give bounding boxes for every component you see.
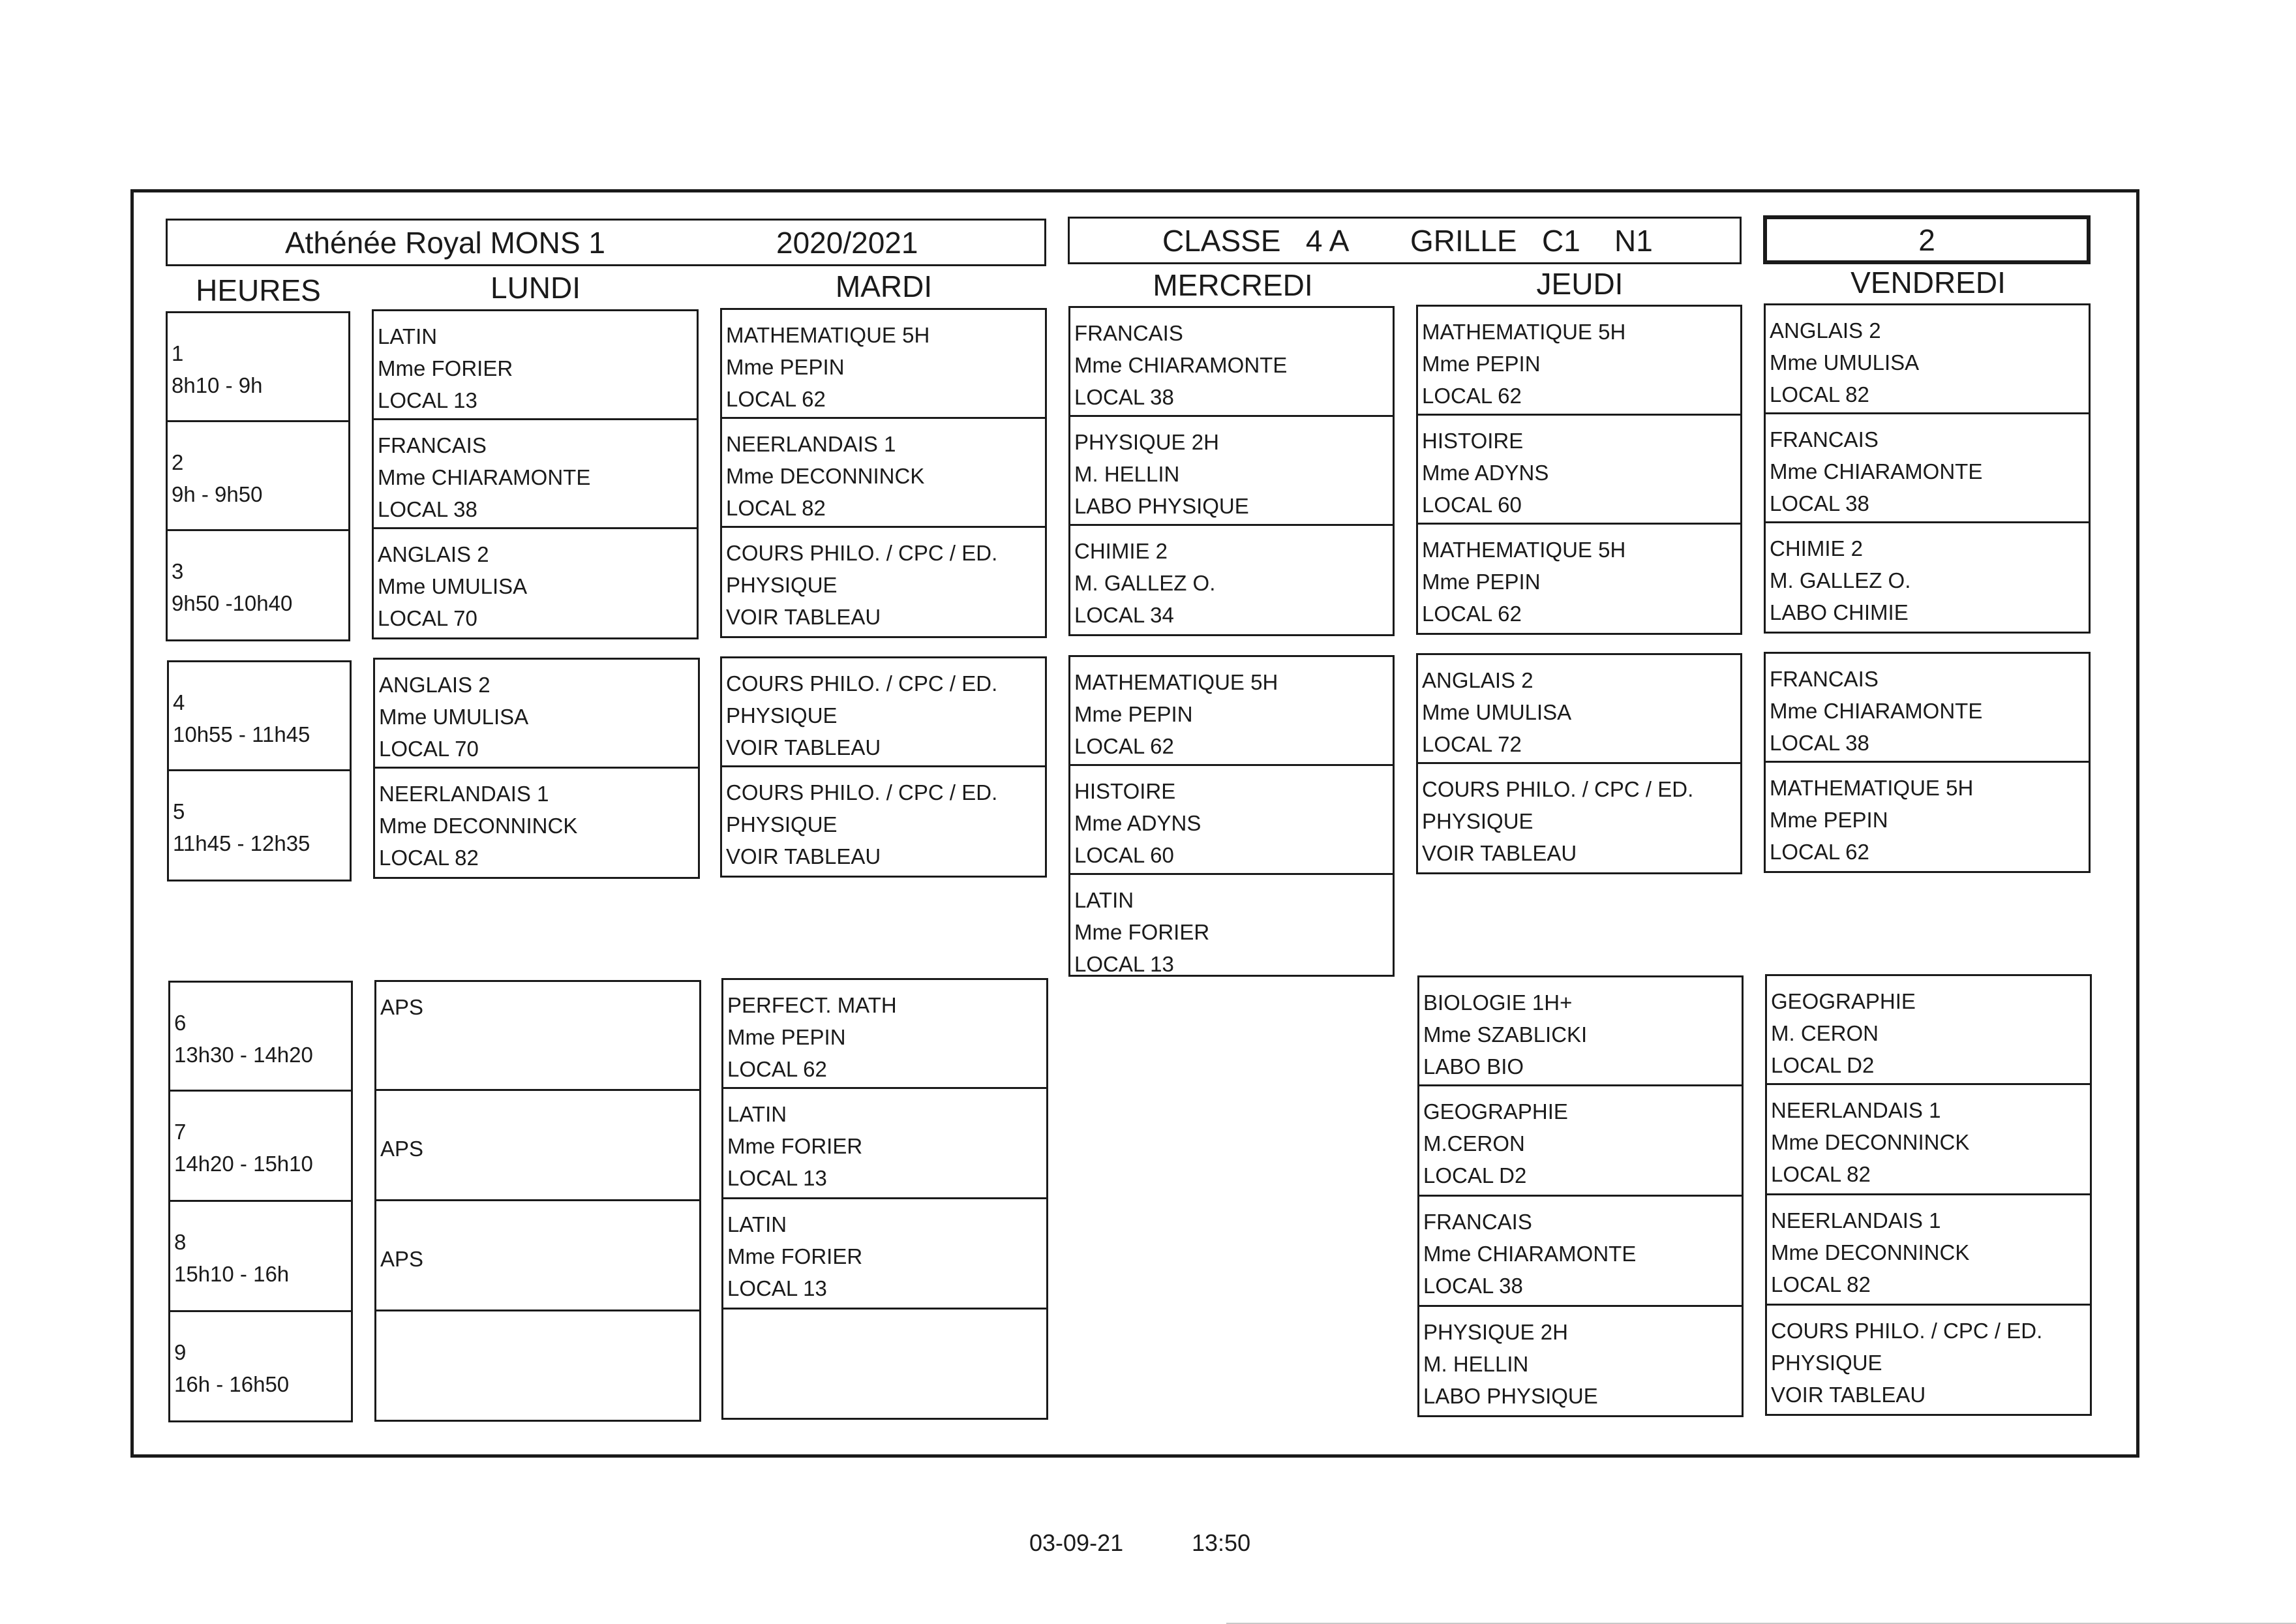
course-subject: FRANCAIS [1770, 667, 1879, 691]
course-room: LOCAL 38 [1770, 491, 1869, 515]
course-room: LOCAL 13 [727, 1166, 827, 1190]
course-room: LOCAL 13 [378, 388, 477, 412]
course-subject: PERFECT. MATH [727, 993, 897, 1017]
course-teacher: Mme CHIARAMONTE [1770, 459, 1983, 483]
course-subject: HISTOIRE [1422, 429, 1524, 453]
lundi-slot-3 [372, 527, 699, 639]
course-room: LOCAL 82 [1771, 1162, 1871, 1186]
hour-time: 9h - 9h50 [172, 482, 263, 506]
course-teacher: Mme ADYNS [1422, 461, 1549, 485]
mardi-slot-3 [720, 526, 1047, 638]
school-year-box [166, 219, 1046, 266]
hour-cell-4 [167, 660, 352, 771]
vendredi-slot-5 [1764, 761, 2091, 873]
vendredi-slot-8 [1765, 1193, 2092, 1306]
course-teacher: Mme UMULISA [1770, 350, 1920, 375]
course-teacher: Mme PEPIN [1422, 352, 1541, 376]
day-header-lundi: LUNDI [490, 271, 581, 305]
course-teacher: Mme FORIER [727, 1244, 863, 1268]
course-subject: NEERLANDAIS 1 [726, 432, 896, 456]
course-room: LOCAL D2 [1423, 1163, 1527, 1187]
jeudi-slot-4 [1416, 653, 1742, 764]
course-subject: HISTOIRE [1074, 779, 1176, 803]
hour-cell-7 [168, 1090, 353, 1202]
day-header-mardi: MARDI [835, 269, 933, 303]
class-label: CLASSE 4 A [1162, 223, 1350, 258]
course-subject: APS [380, 1247, 424, 1271]
course-teacher: PHYSIQUE [1771, 1351, 1882, 1375]
course-teacher: Mme PEPIN [726, 355, 845, 379]
course-room: LOCAL 82 [1770, 382, 1869, 406]
hour-number: 9 [174, 1340, 187, 1364]
hour-time: 13h30 - 14h20 [174, 1043, 313, 1067]
hour-time: 11h45 - 12h35 [173, 831, 310, 855]
course-room: LABO BIO [1423, 1054, 1524, 1079]
hour-cell-2 [166, 420, 350, 531]
course-subject: FRANCAIS [1074, 321, 1183, 345]
course-room: LOCAL 60 [1422, 493, 1522, 517]
course-subject: FRANCAIS [1423, 1210, 1532, 1234]
hour-number: 7 [174, 1120, 187, 1144]
course-teacher: Mme CHIARAMONTE [1423, 1242, 1637, 1266]
page-number: 2 [1918, 222, 1935, 257]
hour-time: 9h50 -10h40 [172, 591, 293, 615]
course-subject: CHIMIE 2 [1770, 536, 1864, 560]
course-teacher: Mme UMULISA [379, 705, 529, 729]
mercredi-slot-1 [1068, 306, 1395, 417]
course-room: VOIR TABLEAU [726, 605, 881, 629]
hour-cell-8 [168, 1200, 353, 1312]
course-subject: COURS PHILO. / CPC / ED. [726, 671, 998, 696]
course-subject: APS [380, 995, 424, 1019]
hour-time: 8h10 - 9h [172, 373, 263, 397]
mercredi-slot-5 [1068, 764, 1395, 875]
course-subject: FRANCAIS [378, 433, 487, 457]
course-teacher: Mme CHIARAMONTE [1770, 699, 1983, 723]
course-subject: ANGLAIS 2 [1422, 668, 1533, 692]
print-date: 03-09-21 [1029, 1529, 1124, 1556]
course-teacher: Mme ADYNS [1074, 811, 1201, 835]
course-subject: LATIN [1074, 888, 1134, 912]
hour-cell-5 [167, 769, 352, 881]
course-teacher: Mme DECONNINCK [1771, 1240, 1970, 1264]
course-room: LOCAL 62 [727, 1057, 827, 1081]
course-room: VOIR TABLEAU [1771, 1383, 1926, 1407]
course-room: LOCAL 72 [1422, 732, 1522, 756]
course-subject: ANGLAIS 2 [378, 542, 489, 566]
jeudi-slot-5 [1416, 762, 1742, 874]
vendredi-slot-4 [1764, 652, 2091, 763]
course-subject: PHYSIQUE 2H [1423, 1320, 1568, 1344]
lundi-slot-4 [373, 658, 700, 769]
course-subject: PHYSIQUE 2H [1074, 430, 1219, 454]
course-subject: CHIMIE 2 [1074, 539, 1168, 563]
course-teacher: M.CERON [1423, 1131, 1525, 1156]
course-room: LOCAL 38 [1074, 385, 1174, 409]
course-teacher: Mme FORIER [378, 356, 513, 380]
course-room: VOIR TABLEAU [726, 844, 881, 868]
course-subject: LATIN [727, 1102, 787, 1126]
vendredi-slot-7 [1765, 1083, 2092, 1195]
course-room: LOCAL 82 [1771, 1272, 1871, 1296]
hour-number: 2 [172, 450, 184, 474]
course-teacher: PHYSIQUE [1422, 809, 1533, 833]
course-teacher: Mme DECONNINCK [726, 464, 925, 488]
mardi-slot-6 [721, 978, 1048, 1089]
hour-time: 14h20 - 15h10 [174, 1152, 313, 1176]
course-subject: COURS PHILO. / CPC / ED. [1771, 1319, 2043, 1343]
course-room: LABO PHYSIQUE [1074, 494, 1249, 518]
mercredi-slot-extra [1068, 873, 1395, 977]
course-teacher: M. CERON [1771, 1021, 1879, 1045]
course-room: LABO PHYSIQUE [1423, 1384, 1598, 1408]
school-year: 2020/2021 [776, 225, 918, 260]
mardi-slot-8 [721, 1197, 1048, 1310]
course-subject: COURS PHILO. / CPC / ED. [726, 541, 998, 565]
hour-number: 5 [173, 799, 185, 823]
course-subject: MATHEMATIQUE 5H [1422, 320, 1626, 344]
course-room: LOCAL 62 [1422, 384, 1522, 408]
mardi-slot-7 [721, 1087, 1048, 1199]
hour-cell-6 [168, 981, 353, 1092]
course-subject: LATIN [378, 324, 438, 348]
course-room: LOCAL 62 [1770, 840, 1869, 864]
course-teacher: Mme DECONNINCK [379, 814, 578, 838]
hour-number: 4 [173, 690, 185, 714]
course-teacher: Mme UMULISA [1422, 700, 1572, 724]
vendredi-slot-1 [1764, 303, 2091, 414]
hour-number: 3 [172, 559, 184, 583]
class-grid-box [1068, 217, 1742, 264]
course-room: LOCAL 62 [1422, 602, 1522, 626]
course-subject: LATIN [727, 1212, 787, 1236]
jeudi-slot-1 [1416, 305, 1742, 416]
course-subject: NEERLANDAIS 1 [1771, 1208, 1941, 1233]
mardi-slot-5 [720, 765, 1047, 878]
course-subject: ANGLAIS 2 [1770, 318, 1881, 343]
hour-time: 10h55 - 11h45 [173, 722, 310, 746]
course-teacher: Mme PEPIN [727, 1025, 846, 1049]
jeudi-slot-7 [1417, 1084, 1744, 1197]
course-subject: MATHEMATIQUE 5H [1074, 670, 1278, 694]
course-subject: BIOLOGIE 1H+ [1423, 990, 1573, 1015]
course-subject: GEOGRAPHIE [1423, 1099, 1568, 1124]
course-teacher: Mme PEPIN [1422, 570, 1541, 594]
day-header-mercredi: MERCREDI [1153, 268, 1313, 302]
mardi-slot-1 [720, 308, 1047, 419]
course-teacher: Mme PEPIN [1770, 808, 1888, 832]
print-time: 13:50 [1192, 1529, 1251, 1556]
mardi-slot-9 [721, 1308, 1048, 1420]
course-subject: COURS PHILO. / CPC / ED. [1422, 777, 1694, 801]
jeudi-slot-9 [1417, 1305, 1744, 1417]
hour-time: 15h10 - 16h [174, 1262, 290, 1286]
lundi-slot-1 [372, 309, 699, 420]
mercredi-slot-3 [1068, 524, 1395, 636]
mardi-slot-4 [720, 656, 1047, 767]
course-room: LOCAL 62 [726, 387, 826, 411]
course-teacher: Mme FORIER [1074, 920, 1210, 944]
course-room: LOCAL 34 [1074, 603, 1174, 627]
mercredi-slot-2 [1068, 415, 1395, 526]
jeudi-slot-8 [1417, 1195, 1744, 1307]
course-room: LOCAL 70 [379, 737, 479, 761]
course-room: LOCAL 13 [727, 1276, 827, 1300]
course-room: LOCAL 13 [1074, 952, 1174, 976]
course-room: VOIR TABLEAU [726, 735, 881, 759]
jeudi-slot-6 [1417, 975, 1744, 1086]
course-room: LOCAL 60 [1074, 843, 1174, 867]
course-teacher: Mme UMULISA [378, 574, 528, 598]
jeudi-slot-3 [1416, 523, 1742, 635]
course-teacher: Mme CHIARAMONTE [378, 465, 591, 489]
lundi-slot-6 [374, 980, 701, 1091]
course-teacher: Mme PEPIN [1074, 702, 1193, 726]
hours-header: HEURES [196, 273, 321, 307]
day-header-vendredi: VENDREDI [1850, 266, 2006, 299]
hour-number: 8 [174, 1230, 187, 1254]
course-subject: MATHEMATIQUE 5H [1770, 776, 1974, 800]
course-teacher: Mme CHIARAMONTE [1074, 353, 1288, 377]
lundi-slot-2 [372, 418, 699, 529]
hour-number: 6 [174, 1011, 187, 1035]
course-room: LABO CHIMIE [1770, 600, 1909, 624]
lundi-slot-5 [373, 767, 700, 879]
jeudi-slot-2 [1416, 414, 1742, 525]
hour-cell-3 [166, 529, 350, 641]
course-teacher: Mme SZABLICKI [1423, 1022, 1588, 1047]
course-room: LOCAL 38 [378, 497, 477, 521]
course-room: LOCAL 70 [378, 606, 477, 630]
course-teacher: PHYSIQUE [726, 812, 838, 836]
lundi-slot-8 [374, 1199, 701, 1311]
course-room: LOCAL 82 [379, 846, 479, 870]
course-subject: NEERLANDAIS 1 [1771, 1098, 1941, 1122]
course-teacher: Mme FORIER [727, 1134, 863, 1158]
course-room: LOCAL 38 [1423, 1274, 1523, 1298]
hour-number: 1 [172, 341, 184, 365]
course-subject: GEOGRAPHIE [1771, 989, 1916, 1013]
vendredi-slot-9 [1765, 1304, 2092, 1416]
course-room: LOCAL 62 [1074, 734, 1174, 758]
course-teacher: M. HELLIN [1423, 1352, 1529, 1376]
course-subject: MATHEMATIQUE 5H [726, 323, 930, 347]
mardi-slot-2 [720, 417, 1047, 528]
n-label: N1 [1614, 223, 1653, 258]
vendredi-slot-2 [1764, 412, 2091, 523]
hour-time: 16h - 16h50 [174, 1372, 290, 1396]
course-teacher: PHYSIQUE [726, 703, 838, 728]
course-teacher: Mme DECONNINCK [1771, 1130, 1970, 1154]
day-header-jeudi: JEUDI [1536, 267, 1624, 301]
course-subject: ANGLAIS 2 [379, 673, 491, 697]
course-room: VOIR TABLEAU [1422, 841, 1577, 865]
course-teacher: M. HELLIN [1074, 462, 1180, 486]
grid-label: GRILLE C1 [1410, 223, 1580, 258]
course-subject: COURS PHILO. / CPC / ED. [726, 780, 998, 804]
vendredi-slot-6 [1765, 974, 2092, 1085]
course-room: LOCAL 38 [1770, 731, 1869, 755]
course-room: LOCAL 82 [726, 496, 826, 520]
course-subject: FRANCAIS [1770, 427, 1879, 452]
course-room: LOCAL D2 [1771, 1053, 1875, 1077]
course-teacher: M. GALLEZ O. [1074, 571, 1216, 595]
lundi-slot-9 [374, 1310, 701, 1422]
course-subject: MATHEMATIQUE 5H [1422, 538, 1626, 562]
hour-cell-1 [166, 311, 350, 422]
mercredi-slot-4 [1068, 655, 1395, 766]
hour-cell-9 [168, 1310, 353, 1422]
course-teacher: PHYSIQUE [726, 573, 838, 597]
course-subject: APS [380, 1137, 424, 1161]
course-teacher: M. GALLEZ O. [1770, 568, 1911, 592]
course-subject: NEERLANDAIS 1 [379, 782, 549, 806]
lundi-slot-7 [374, 1089, 701, 1201]
page-number-box [1763, 215, 2091, 264]
school-name: Athénée Royal MONS 1 [285, 225, 605, 260]
vendredi-slot-3 [1764, 521, 2091, 634]
